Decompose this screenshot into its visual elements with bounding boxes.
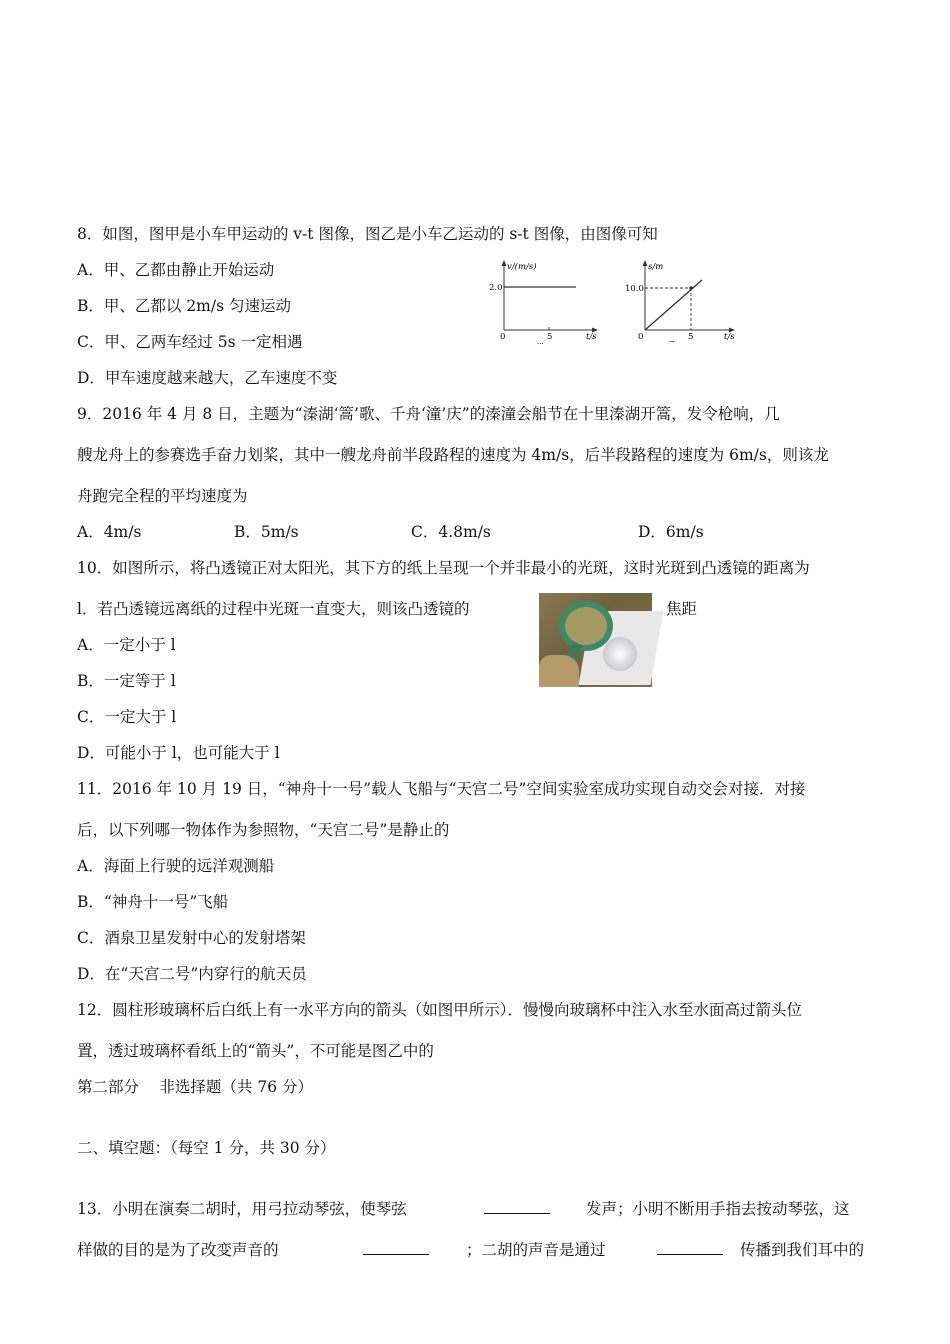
q11-option-b: B．“神舟十一号”飞船 — [77, 893, 229, 911]
graph-yi-ylabel: s/m — [648, 262, 664, 272]
lens-ring — [559, 601, 613, 651]
q10-line-2a: l．若凸透镜远离纸的过程中光斑一直变大，则该凸透镜的 — [77, 600, 470, 618]
q13-blank-2[interactable] — [363, 1238, 429, 1255]
q8-option-c: C．甲、乙两车经过 5s 一定相遇 — [77, 333, 303, 351]
q9-option-d: D．6m/s — [638, 523, 704, 541]
graph-jia-xlabel: t/s — [586, 332, 597, 342]
q9-option-c: C．4.8m/s — [411, 523, 491, 541]
graph-jia-origin: 0 — [500, 332, 506, 342]
graph-yi-line — [645, 280, 702, 330]
graph-yi-point — [689, 286, 693, 290]
q13-text-d: ；二胡的声音是通过 — [466, 1241, 606, 1259]
graph-yi-st — [627, 258, 742, 348]
graph-yi-xlabel: t/s — [724, 332, 735, 342]
q10-option-b: B．一定等于 l — [77, 672, 176, 690]
q10-line-2b: 焦距 — [666, 600, 698, 618]
q9-line-1: 9．2016 年 4 月 8 日，主题为“溱湖‘篙’歌、千舟‘潼’庆”的溱潼会船节在十里溱湖开篙，发令枪响，几 — [77, 405, 780, 423]
q8-stem: 8．如图，图甲是小车甲运动的 v-t 图像，图乙是小车乙运动的 s-t 图像，由图像可知 — [77, 225, 658, 243]
graph-yi-origin: 0 — [638, 332, 644, 342]
q12-line-2: 置，透过玻璃杯看纸上的“箭头”，不可能是图乙中的 — [77, 1042, 434, 1060]
graph-jia-ylabel: v/(m/s) — [507, 262, 537, 272]
q11-line-2: 后，以下列哪一物体作为参照物，“天宫二号”是静止的 — [77, 821, 450, 839]
q13-blank-1[interactable] — [484, 1197, 550, 1214]
q11-option-d: D．在“天宫二号”内穿行的航天员 — [77, 965, 307, 983]
q13-text-e: 传播到我们耳中的 — [740, 1241, 865, 1259]
q11-option-a: A．海面上行驶的远洋观测船 — [77, 857, 275, 875]
hand — [539, 655, 579, 687]
q10-option-d: D．可能小于 l，也可能大于 l — [77, 744, 280, 762]
q10-option-a: A．一定小于 l — [77, 636, 176, 654]
graph-yi-ytick: 10.0 — [625, 284, 644, 294]
graph-jia-vt — [490, 258, 605, 348]
q13-text-a: 13．小明在演奏二胡时，用弓拉动琴弦，使琴弦 — [77, 1200, 407, 1218]
q12-line-1: 12．圆柱形玻璃杯后白纸上有一水平方向的箭头（如图甲所示）．慢慢向玻璃杯中注入水至水面高过箭头位 — [77, 1001, 802, 1019]
q9-line-2: 艘龙舟上的参赛选手奋力划桨，其中一艘龙舟前半段路程的速度为 4m/s，后半段路程的速度为 6m/s，则该龙 — [77, 446, 829, 464]
graph-jia-xtick: 5 — [547, 332, 553, 342]
q9-line-3: 舟跑完全程的平均速度为 — [77, 487, 248, 505]
q13-text-b: 发声；小明不断用手指去按动琴弦，这 — [586, 1200, 850, 1218]
graph-jia-ytick: 2.0 — [489, 283, 503, 293]
q11-option-c: C．酒泉卫星发射中心的发射塔架 — [77, 929, 306, 947]
q13-blank-3[interactable] — [657, 1238, 723, 1255]
graph-jia-caption: ... — [537, 338, 544, 346]
graph-yi-xtick: 5 — [688, 332, 694, 342]
section-two-heading: 二、填空题：（每空 1 分，共 30 分） — [77, 1139, 336, 1157]
q10-line-1: 10．如图所示，将凸透镜正对太阳光，其下方的纸上呈现一个并非最小的光斑，这时光斑到凸透镜的距离为 — [77, 559, 810, 577]
q9-option-a: A．4m/s — [77, 523, 142, 541]
q9-option-b: B．5m/s — [234, 523, 299, 541]
graph-yi-caption: → — [669, 338, 675, 346]
lens-photo — [539, 593, 652, 687]
q10-option-c: C．一定大于 l — [77, 708, 177, 726]
light-spot — [603, 637, 637, 671]
q11-line-1: 11．2016 年 10 月 19 日，“神舟十一号”载人飞船与“天宫二号”空间实验室成功实现自动交会对接．对接 — [77, 780, 806, 798]
q8-option-a: A．甲、乙都由静止开始运动 — [77, 261, 275, 279]
q8-option-d: D．甲车速度越来越大，乙车速度不变 — [77, 369, 338, 387]
q8-option-b: B．甲、乙都以 2m/s 匀速运动 — [77, 297, 291, 315]
part-two-heading: 第二部分 非选择题（共 76 分） — [77, 1078, 314, 1096]
q13-text-c: 样做的目的是为了改变声音的 — [77, 1241, 279, 1259]
